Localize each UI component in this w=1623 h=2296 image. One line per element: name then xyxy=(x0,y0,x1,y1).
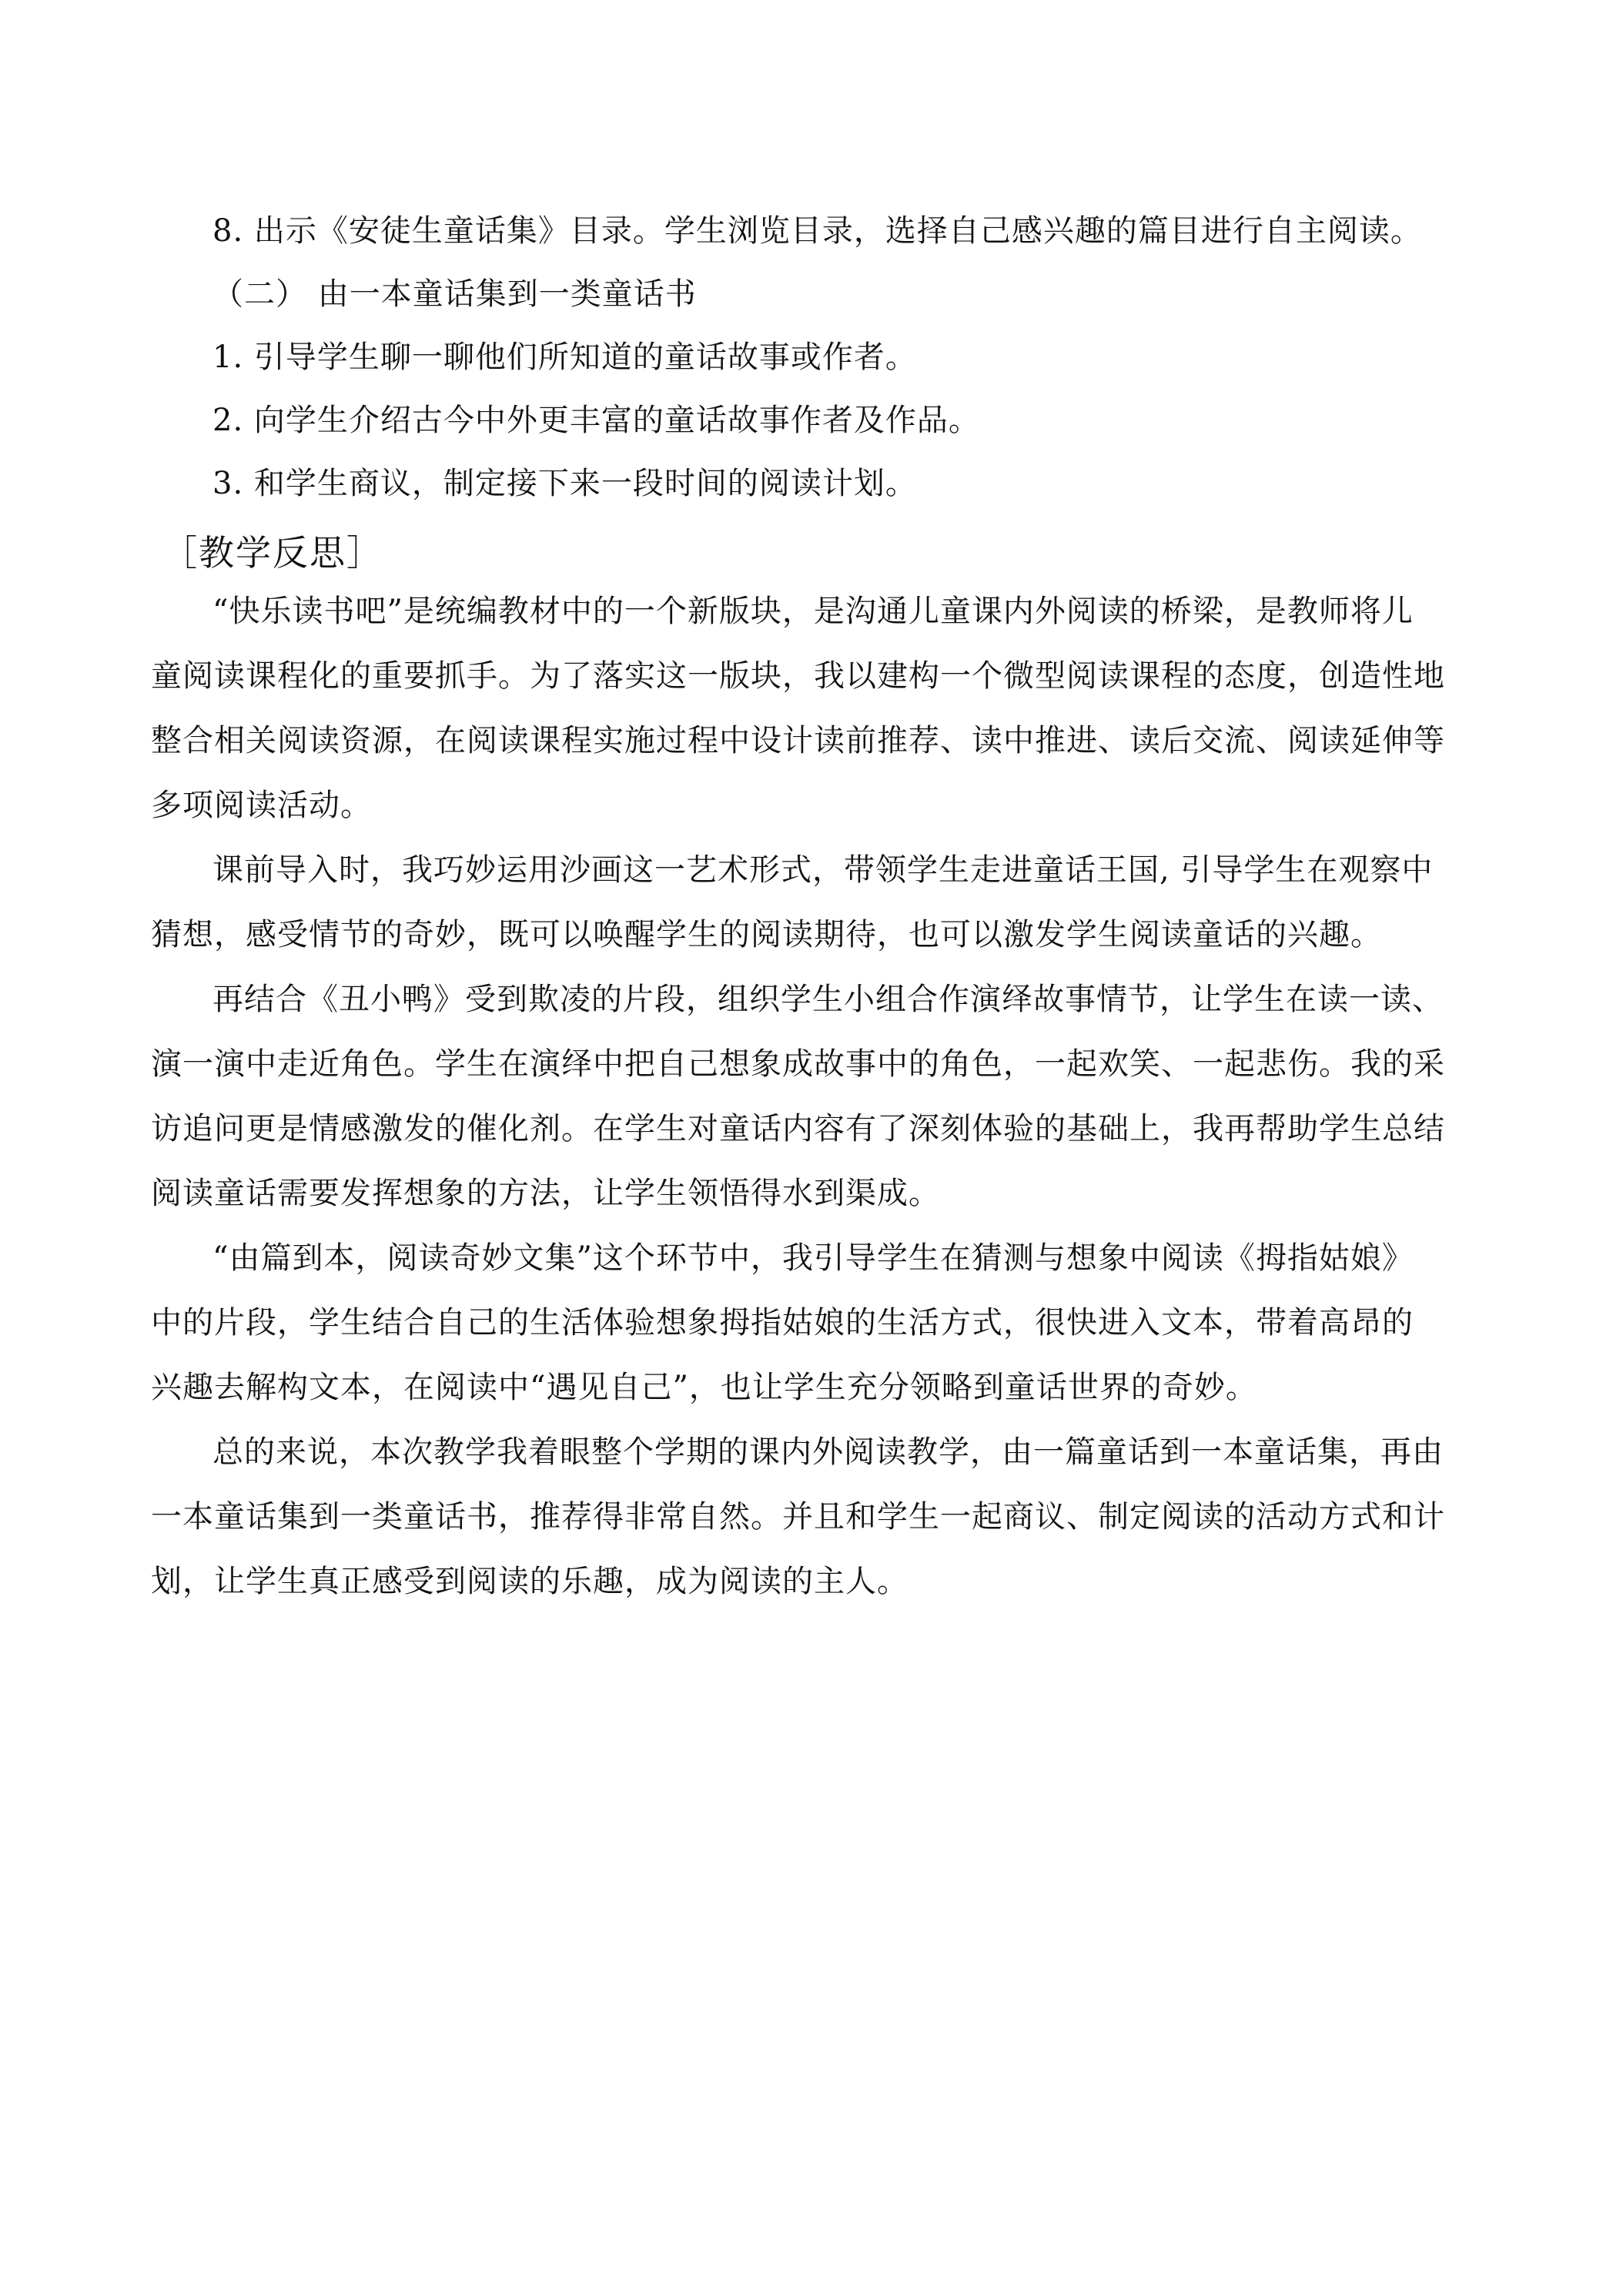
list-item: 1. 引导学生聊一聊他们所知道的童话故事或作者。 xyxy=(212,340,917,375)
paragraph-line: 再结合《丑小鸭》受到欺凌的片段，组织学生小组合作演绎故事情节，让学生在读一读、 xyxy=(212,982,1444,1017)
paragraph-line: 一本童话集到一类童话书，推荐得非常自然。并且和学生一起商议、制定阅读的活动方式和计 xyxy=(151,1499,1445,1535)
section-2-title: （二） 由一本童话集到一类童话书 xyxy=(212,276,697,312)
list-item: 3. 和学生商议，制定接下来一段时间的阅读计划。 xyxy=(212,466,917,501)
paragraph-line: 兴趣去解构文本，在阅读中“遇见自己”，也让学生充分领略到童话世界的奇妙。 xyxy=(151,1370,1257,1405)
paragraph-line: 猜想，感受情节的奇妙，既可以唤醒学生的阅读期待，也可以激发学生阅读童话的兴趣。 xyxy=(151,917,1382,952)
paragraph-line: 童阅读课程化的重要抓手。为了落实这一版块，我以建构一个微型阅读课程的态度，创造性地 xyxy=(151,658,1445,694)
paragraph-line: 总的来说，本次教学我着眼整个学期的课内外阅读教学，由一篇童话到一本童话集，再由 xyxy=(212,1434,1444,1470)
paragraph-line: 访追问更是情感激发的催化剂。在学生对童话内容有了深刻体验的基础上，我再帮助学生总结 xyxy=(151,1111,1445,1146)
step-8-text: 8. 出示《安徒生童话集》目录。学生浏览目录，选择自己感兴趣的篇目进行自主阅读。 xyxy=(212,213,1422,249)
list-item: 2. 向学生介绍古今中外更丰富的童话故事作者及作品。 xyxy=(212,403,980,438)
paragraph-line: 整合相关阅读资源，在阅读课程实施过程中设计读前推荐、读中推进、读后交流、阅读延伸等 xyxy=(151,723,1445,758)
paragraph-line: 课前导入时，我巧妙运用沙画这一艺术形式，带领学生走进童话王国, 引导学生在观察中 xyxy=(212,852,1434,888)
paragraph-line: 演一演中走近角色。学生在演绎中把自己想象成故事中的角色，一起欢笑、一起悲伤。我的采 xyxy=(151,1046,1445,1082)
paragraph-line: 阅读童话需要发挥想象的方法，让学生领悟得水到渠成。 xyxy=(151,1176,940,1211)
paragraph-line: 多项阅读活动。 xyxy=(151,788,372,823)
paragraph-line: 中的片段，学生结合自己的生活体验想象拇指姑娘的生活方式，很快进入文本，带着高昂的 xyxy=(151,1305,1414,1340)
paragraph-line: 划，让学生真正感受到阅读的乐趣，成为阅读的主人。 xyxy=(151,1564,909,1599)
paragraph-line: “快乐读书吧”是统编教材中的一个新版块，是沟通儿童课内外阅读的桥梁，是教师将儿 xyxy=(212,594,1414,629)
paragraph-line: “由篇到本，阅读奇妙文集”这个环节中，我引导学生在猜测与想象中阅读《拇指姑娘》 xyxy=(212,1240,1414,1276)
reflection-heading: ［教学反思］ xyxy=(162,532,383,574)
